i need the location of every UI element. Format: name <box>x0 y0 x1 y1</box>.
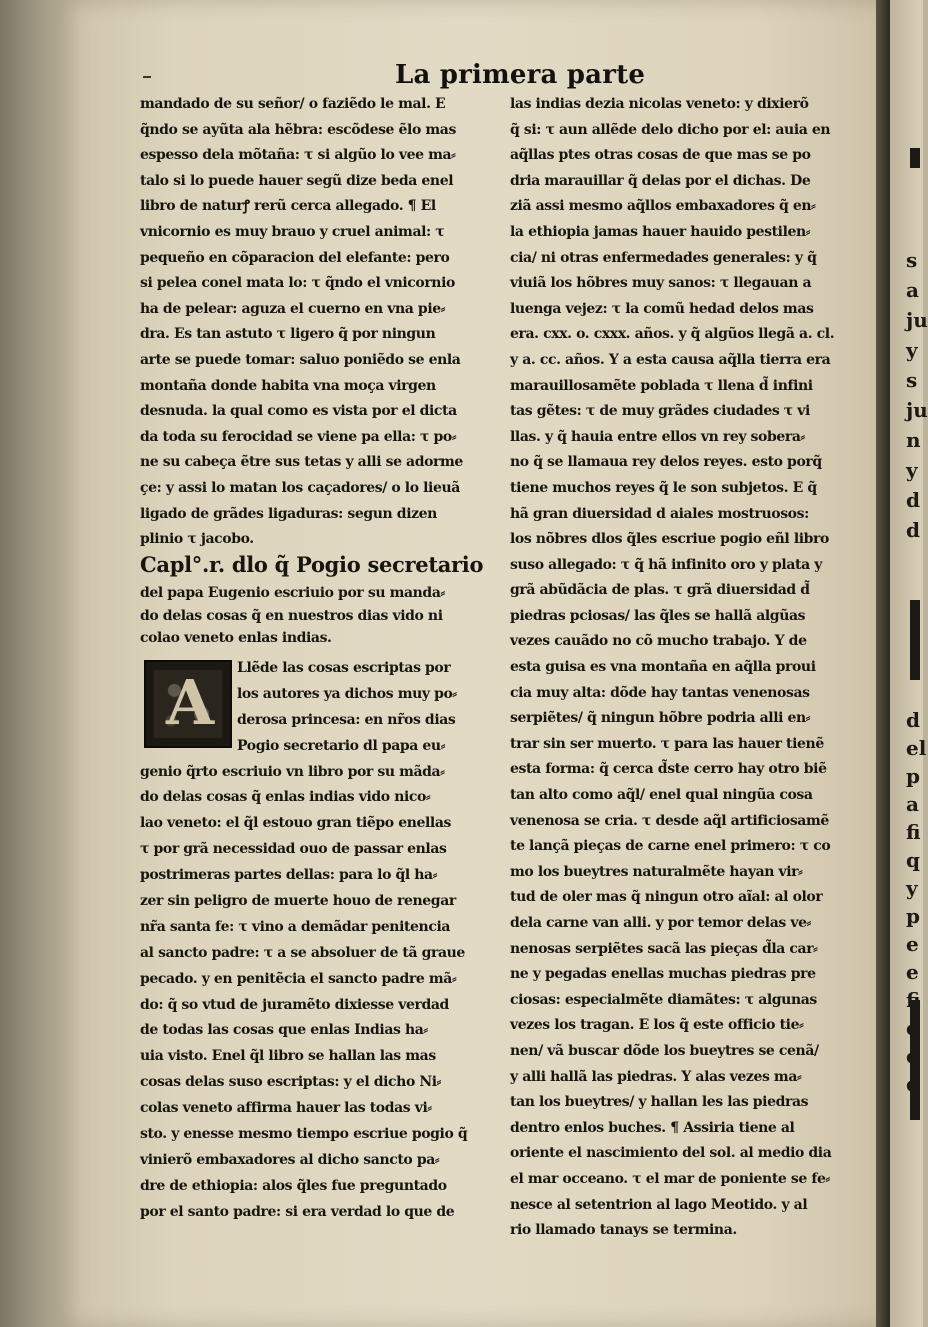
text-line: grã abũdãcia de plas. τ grã diuersidad d̃ <box>510 582 810 599</box>
facing-page-fragment: e <box>906 1044 919 1068</box>
text-line: los autores ya dichos muy po⸗ <box>237 685 457 702</box>
facing-page-fragment: y <box>906 338 918 362</box>
text-line: mandado de su señor/ o faziẽdo le mal. E <box>140 96 446 112</box>
text-line: ha de pelear: aguza el cuerno en vna pie⸗ <box>140 300 446 317</box>
text-line: ne su cabeça ẽtre sus tetas y alli se adorme <box>140 454 463 471</box>
text-line: postrimeras partes dellas: para lo q̃l ha⸗ <box>140 867 437 884</box>
text-line: del papa Eugenio escriuio por su manda⸗ <box>140 585 445 601</box>
text-line: ciosas: especialmẽte diamãtes: τ algunas <box>510 991 817 1008</box>
text-line: era. cxx. o. cxxx. años. y q̃ algũos llegã a. cl. <box>510 326 835 343</box>
text-line: ziã assi mesmo aq̃llos embaxadores q̃ en⸗ <box>510 198 816 215</box>
left-column-chapter-text <box>140 656 495 1226</box>
chapter-heading <box>140 548 495 650</box>
text-line: y alli hallã las piedras. Y alas vezes ma⸗ <box>510 1068 802 1085</box>
text-line: lao veneto: el q̃l estouo gran tiẽpo enellas <box>140 815 452 832</box>
text-line: colao veneto enlas indias. <box>140 630 332 647</box>
facing-page-fragment: s <box>906 368 918 392</box>
facing-page-strip <box>890 0 928 1327</box>
text-line: cia/ ni otras enfermedades generales: y q̃ <box>510 249 817 266</box>
facing-page-fragment: s <box>906 248 918 272</box>
text-line: talo si lo puede hauer segũ dize beda enel <box>140 172 454 189</box>
text-line: al sancto padre: τ a se absoluer de tã graue <box>140 944 465 961</box>
text-line: los nõbres dlos q̃les escriue pogio eñl libro <box>510 531 829 548</box>
text-line: desnuda. la qual como es vista por el dicta <box>140 403 457 420</box>
facing-page-fragment: n <box>906 428 921 452</box>
text-line: espesso dela mõtaña: τ si algũo lo vee ma⸗ <box>140 147 456 164</box>
text-line: ne y pegadas enellas muchas piedras pre <box>510 966 816 983</box>
text-line: ligado de grãdes ligaduras: segun dizen <box>140 505 437 522</box>
text-line: vinierõ embaxadores al dicho sancto pa⸗ <box>140 1151 440 1168</box>
text-line: de todas las cosas que enlas Indias ha⸗ <box>140 1022 428 1039</box>
right-column <box>510 92 872 1244</box>
facing-page-fragment: d <box>906 488 920 512</box>
facing-page-rule <box>910 148 920 168</box>
text-line: genio q̃rto escriuio vn libro por su mãda⸗ <box>140 763 445 780</box>
text-line: cosas delas suso escriptas: y el dicho Ni⸗ <box>140 1074 441 1091</box>
text-line: montaña donde habita vna moça virgen <box>140 377 436 394</box>
text-line: nenosas serpiẽtes sacã las pieças d̃la car⸗ <box>510 940 818 957</box>
text-line: por el santo padre: si era verdad lo que de <box>140 1203 455 1220</box>
facing-page-fragment: fi <box>906 820 921 844</box>
text-line: mo los bueytres naturalmẽte hayan vir⸗ <box>510 863 803 880</box>
page-edge-shadow <box>876 0 890 1327</box>
text-line: libro de naturꝭ rerũ cerca allegado. ¶ El <box>140 198 436 215</box>
facing-page-fragment: a <box>906 792 919 816</box>
text-line: esta forma: q̃ cerca d̃ste cerro hay otro biẽ <box>510 761 827 778</box>
facing-page-fragment: e <box>906 932 919 956</box>
text-line: τ por grã necessidad ouo de passar enlas <box>140 841 447 858</box>
facing-page-fragment: a <box>906 278 919 302</box>
facing-page-rule <box>910 600 920 680</box>
facing-page-fragment: d <box>906 1072 920 1096</box>
facing-page-fragment: q <box>906 848 920 872</box>
text-line: te lançã pieças de carne enel primero: τ co <box>510 838 831 855</box>
facing-page-fragment: y <box>906 458 918 482</box>
text-line: da toda su ferocidad se viene pa ella: τ po⸗ <box>140 428 457 445</box>
text-line: dentro enlos buches. ¶ Assiria tiene al <box>510 1119 795 1136</box>
text-line: luenga vejez: τ la comũ hedad delos mas <box>510 300 814 317</box>
text-line: dria marauillar q̃ delas por el dichas. De <box>510 172 811 189</box>
text-line: nesce al setentrion al lago Meotido. y al <box>510 1196 808 1213</box>
text-line: pequeño en cõparacion del elefante: pero <box>140 249 450 266</box>
text-line: dela carne van alli. y por temor delas ve⸗ <box>510 915 811 931</box>
text-line: do: q̃ so vtud de juramẽto dixiesse verdad <box>140 996 449 1013</box>
page-mark <box>143 76 151 78</box>
text-line: suso allegado: τ q̃ hã infinito oro y plata y <box>510 556 822 573</box>
facing-page-fragment: y <box>906 876 918 900</box>
text-line: tas gẽtes: τ de muy grãdes ciudades τ vi <box>510 403 810 420</box>
text-line: el mar occeano. τ el mar de poniente se fe⸗ <box>510 1170 830 1187</box>
text-line: do delas cosas q̃ enlas indias vido nico⸗ <box>140 789 431 806</box>
text-line: sto. y enesse mesmo tiempo escriue pogio q̃ <box>140 1126 468 1143</box>
text-line: q̃ si: τ aun allẽde delo dicho por el: auia en <box>510 121 831 138</box>
text-line: Llẽde las cosas escriptas por <box>237 660 451 676</box>
text-line: tiene muchos reyes q̃ le son subjetos. E q̃ <box>510 479 817 496</box>
text-line: colas veneto affirma hauer las todas vi⸗ <box>140 1100 432 1117</box>
text-line: si pelea conel mata lo: τ q̃ndo el vnicornio <box>140 275 455 292</box>
text-line: piedras pciosas/ las q̃les se hallã algũas <box>510 607 806 624</box>
facing-page-fragment: c <box>906 1016 919 1040</box>
text-line: tan alto como aq̃l/ enel qual ningũa cosa <box>510 787 813 804</box>
facing-page-fragment: p <box>906 764 920 788</box>
text-line: la ethiopia jamas hauer hauido pestilen⸗ <box>510 223 811 240</box>
text-line: tan los bueytres/ y hallan les las piedras <box>510 1094 809 1111</box>
text-line: trar sin ser muerto. τ para las hauer tienẽ <box>510 735 824 752</box>
text-line: arte se puede tomar: saluo poniẽdo se enla <box>140 351 461 368</box>
text-line: vezes los tragan. E los q̃ este officio tie⸗ <box>510 1017 804 1034</box>
text-line: serpiẽtes/ q̃ ningun hõbre podria alli en⸗ <box>510 710 811 727</box>
text-line: vezes cauãdo no cõ mucho trabajo. Y de <box>510 633 807 650</box>
chapter-subtitle <box>140 582 495 650</box>
text-line: do delas cosas q̃ en nuestros dias vido ni <box>140 607 443 624</box>
text-line: vnicornio es muy brauo y cruel animal: τ <box>140 223 445 240</box>
text-line: dre de ethiopia: alos q̃les fue preguntado <box>140 1177 447 1194</box>
text-line: y a. cc. años. Y a esta causa aq̃lla tierra era <box>510 351 831 368</box>
text-line: viuiã los hõbres muy sanos: τ llegauan a <box>510 275 812 292</box>
text-line: çe: y assi lo matan los caçadores/ o lo lieuã <box>140 479 460 496</box>
facing-page-fragment: ju <box>906 308 928 332</box>
text-line: pecado. y en penitẽcia el sancto padre mã⸗ <box>140 970 457 987</box>
facing-page-fragment: fi <box>906 988 921 1012</box>
facing-page-fragment: ju <box>906 398 928 422</box>
text-line: cia muy alta: dõde hay tantas venenosas <box>510 684 810 701</box>
text-line: derosa princesa: en nr̃os dias <box>237 711 456 728</box>
facing-page-fragment: p <box>906 904 920 928</box>
text-line: q̃ndo se ayũta ala hẽbra: escõdese ẽlo mas <box>140 121 456 138</box>
text-line: no q̃ se llamaua rey delos reyes. esto porq̃ <box>510 454 822 471</box>
facing-page-fragment: d <box>906 708 920 732</box>
text-line: zer sin peligro de muerte houo de renegar <box>140 893 456 910</box>
facing-page-fragment: e <box>906 960 919 984</box>
initial-letter: A <box>165 666 215 739</box>
chapter-title: Capl°.r. dlo q̃ Pogio secretario <box>140 552 484 577</box>
text-line: uia visto. Enel q̃l libro se hallan las mas <box>140 1048 436 1065</box>
text-line: esta guisa es vna montaña en aq̃lla proui <box>510 659 816 676</box>
running-header: La primera parte <box>395 60 646 90</box>
text-line: aq̃llas ptes otras cosas de que mas se po <box>510 147 811 164</box>
text-line: venenosa se cria. τ desde aq̃l artificiosamẽ <box>510 812 829 829</box>
text-line: rio llamado tanays se termina. <box>510 1222 737 1239</box>
text-line: dra. Es tan astuto τ ligero q̃ por ningun <box>140 326 436 343</box>
text-line: hã gran diuersidad d aiales mostruosos: <box>510 505 809 522</box>
text-line: marauillosamẽte poblada τ llena d̃ infini <box>510 377 813 394</box>
text-line: tud de oler mas q̃ ningun otro aĩal: al olor <box>510 889 823 906</box>
text-line: plinio τ jacobo. <box>140 531 254 548</box>
facing-page-fragment: el <box>906 736 927 760</box>
text-line: llas. y q̃ hauia entre ellos vn rey sobera⸗ <box>510 428 805 445</box>
text-line: las indias dezia nicolas veneto: y dixierõ <box>510 96 809 112</box>
left-column-upper <box>140 92 495 553</box>
facing-page-fragment: d <box>906 518 920 542</box>
text-line: Pogio secretario dl papa eu⸗ <box>237 737 445 754</box>
text-line: nr̃a santa fe: τ vino a demãdar penitencia <box>140 918 451 935</box>
text-line: nen/ vã buscar dõde los bueytres se cenã/ <box>510 1042 819 1059</box>
text-line: oriente el nascimiento del sol. al medio dia <box>510 1145 832 1162</box>
